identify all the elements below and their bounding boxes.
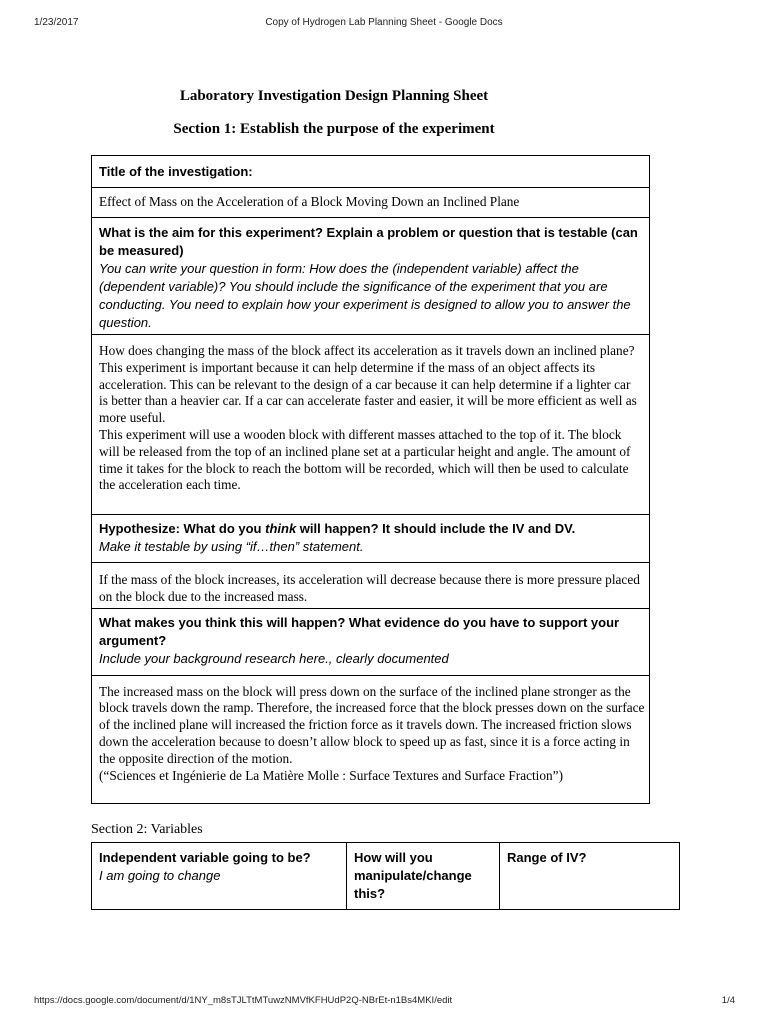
print-date: 1/23/2017 [34,17,79,28]
document-title: Laboratory Investigation Design Planning Sheet [179,88,489,104]
aim-prompt: What is the aim for this experiment? Explain a problem or question that is testable (can be measured) [99,225,638,258]
evidence-instructions: Include your background research here., clearly documented [99,650,449,666]
title-prompt-cell [92,156,650,188]
evidence-answer: The increased mass on the block will press down on the surface of the inclined plane stronger as the block travels down the ramp. Therefore, the increased force that the block presses down on the surface of the inclined plane will increased the friction force as it travels down. The increased friction slows down the acceleration because to doesn’t allow block to speed up as fast, since it is a force acting in the opposite direction of the motion. [99,683,645,766]
variables-table [91,842,680,910]
print-header [0,17,768,31]
hypothesis-prompt-start: Hypothesize: What do you [99,521,266,536]
section1-heading: Section 1: Establish the purpose of the experiment [173,121,495,137]
manipulation-cell [347,843,500,910]
hypothesis-prompt [99,520,642,538]
independent-variable-title: Independent variable going to be? [99,850,311,865]
evidence-citation: (“Sciences et Ingénierie de La Matière Molle : Surface Textures and Surface Fraction”) [99,767,564,783]
hypothesis-prompt-row [92,515,650,563]
page-number: 1/4 [721,995,735,1006]
hypothesis-instructions: Make it testable by using “if…then” statement. [99,539,364,554]
evidence-answer-cell [92,675,650,803]
section2-heading: Section 2: Variables [91,822,203,837]
title-answer-cell [92,188,650,218]
evidence-prompt-cell [92,608,650,675]
planning-table [91,155,650,804]
aim-answer-cell [92,335,650,515]
title-answer-row [92,188,650,218]
print-title: Copy of Hydrogen Lab Planning Sheet - Google Docs [265,17,503,28]
print-footer [0,995,768,1009]
hypothesis-answer-cell [92,563,650,609]
manipulation-title: How will you manipulate/change this? [354,850,472,901]
hypothesis-answer-row [92,563,650,609]
evidence-answer-row [92,675,650,803]
aim-answer-row [92,335,650,515]
title-answer: Effect of Mass on the Acceleration of a Block Moving Down an Inclined Plane [99,194,520,209]
aim-prompt-row [92,218,650,335]
title-prompt: Title of the investigation: [99,164,253,179]
aim-prompt-cell [92,218,650,335]
range-title: Range of IV? [507,850,587,865]
variables-header-row [92,843,680,910]
print-url: https://docs.google.com/document/d/1NY_m8sTJLTtMTuwzNMVfKFHUdP2Q-NBrEt-n1Bs4MKI/edit [34,995,453,1006]
title-prompt-row [92,156,650,188]
aim-design: This experiment will use a wooden block with different masses attached to the top of it. The block will be released from the top of an inclined plane set at a particular height and angle. The amount of time it takes for the block to reach the bottom will be recorded, which will then be used to calculate the acceleration each time. [99,426,631,493]
hypothesis-prompt-end: will happen? It should include the IV and DV. [296,521,576,536]
independent-variable-sub: I am going to change [99,868,221,883]
hypothesis-prompt-cell [92,515,650,563]
independent-variable-cell [92,843,347,910]
range-cell [500,843,680,910]
aim-instructions: You can write your question in form: How does the (independent variable) affect the (dependent variable)? You should include the significance of the experiment that you are conducting. You need to explain how your experiment is designed to allow you to answer the question. [99,261,631,330]
evidence-prompt-row [92,608,650,675]
hypothesis-prompt-emphasis: think [265,521,297,536]
evidence-prompt: What makes you think this will happen? What evidence do you have to support your argument? [99,614,620,648]
hypothesis-answer: If the mass of the block increases, its acceleration will decrease because there is more pressure placed on the block due to the increased mass. [99,572,640,604]
aim-significance: This experiment is important because it can help determine if the mass of an object affects its acceleration. This can be relevant to the design of a car because it can help determine if a lighter car is better than a heavier car. If a car can accelerate faster and easier, it will be more efficient as well as more useful. [99,359,637,426]
aim-question: How does changing the mass of the block affect its acceleration as it travels down an inclined plane? [99,343,635,358]
